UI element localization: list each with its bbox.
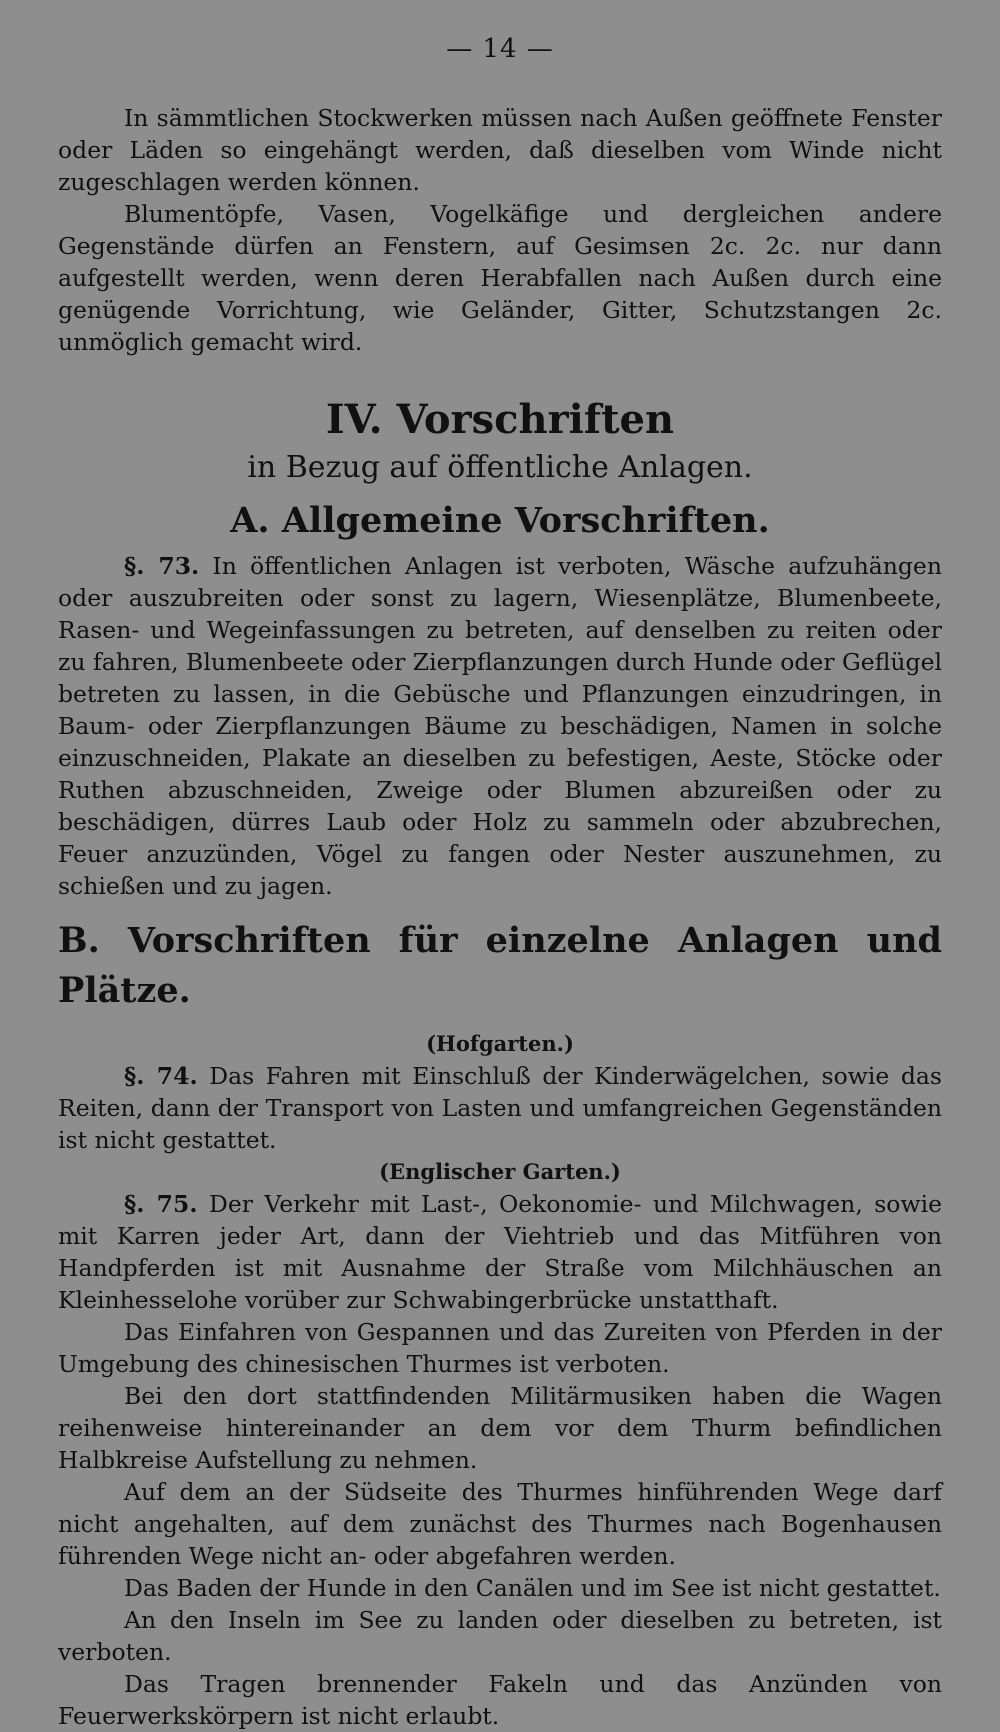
intro-paragraph-flowerpots: Blumentöpfe, Vasen, Vogelkäfige und dergleichen andere Gegenstände dürfen an Fenstern, auf Gesimsen 2c. 2c. nur dann aufgestellt werden, wenn deren Herabfallen nach Außen durch eine genügende Vorrichtung, wie Geländer, Gitter, Schutzstangen 2c. unmöglich gemacht wird. (58, 200, 942, 356)
section-subtitle: in Bezug auf öffentliche Anlagen. (247, 450, 753, 485)
subsection-b-heading: B. Vorschriften für einzelne Anlagen und Plätze. (58, 920, 942, 1011)
paragraph-islands: An den Inseln im See zu landen oder dieselben zu betreten, ist verboten. (58, 1606, 942, 1666)
page-number: — 14 — (446, 34, 554, 64)
paragraph-torches-fireworks: Das Tragen brennender Fakeln und das Anzünden von Feuerwerkskörpern ist nicht erlaubt. (58, 1670, 942, 1730)
paragraph-military-music: Bei den dort stattfindenden Militärmusiken haben die Wagen reihenweise hintereinander an dem vor dem Thurm befindlichen Halbkreise Aufstellung zu nehmen. (58, 1382, 942, 1474)
paragraph-text: In öffentlichen Anlagen ist verboten, Wäsche aufzuhängen oder auszubreiten oder sonst zu lagern, Wiesenplätze, Blumenbeete, Rasen- und Wegeinfassungen zu betreten, auf denselben zu reiten oder zu fahren, Blumenbeete oder Zierpflanzungen durch Hunde oder Geflügel betreten zu lassen, in die Gebüsche und Pflanzungen einzudringen, in Baum- oder Zierpflanzungen Bäume zu beschädigen, Namen in solche einzuschneiden, Plakate an dieselben zu befestigen, Aeste, Stöcke oder Ruthen abzuschneiden, Zweige oder Blumen abzureißen oder zu beschädigen, dürres Laub oder Holz zu sammeln oder abzubrechen, Feuer anzuzünden, Vögel zu fangen oder Nester auszunehmen, zu schießen und zu jagen. (58, 552, 942, 900)
paragraph-text: Das Fahren mit Einschluß der Kinderwägelchen, sowie das Reiten, dann der Transport von Lasten und umfangreichen Gegenständen ist nicht gestattet. (58, 1062, 942, 1154)
subsection-a-heading: A. Allgemeine Vorschriften. (230, 500, 770, 541)
paragraph-number: §. 75. (124, 1190, 198, 1218)
paragraph-dog-bathing: Das Baden der Hunde in den Canälen und im See ist nicht gestattet. (124, 1574, 941, 1602)
paragraph-74 (58, 1060, 942, 1156)
paragraph-73 (58, 550, 942, 902)
paragraph-south-side-path: Auf dem an der Südseite des Thurmes hinführenden Wege darf nicht angehalten, auf dem zunächst des Thurmes nach Bogenhausen führenden Wege nicht an- oder abgefahren werden. (58, 1478, 942, 1570)
paragraph-number: §. 73. (124, 552, 200, 580)
paragraph-chinese-tower: Das Einfahren von Gespannen und das Zureiten von Pferden in der Umgebung des chinesischen Thurmes ist verboten. (58, 1318, 942, 1378)
englischer-garten-heading: (Englischer Garten.) (379, 1159, 621, 1184)
section-title: IV. Vorschriften (325, 396, 675, 443)
paragraph-text: Der Verkehr mit Last-, Oekonomie- und Milchwagen, sowie mit Karren jeder Art, dann der Viehtrieb und das Mitführen von Handpferden ist mit Ausnahme der Straße vom Milchhäuschen an Kleinhesselohe vorüber zur Schwabingerbrücke unstatthaft. (58, 1190, 942, 1314)
hofgarten-heading: (Hofgarten.) (426, 1031, 574, 1056)
paragraph-75 (58, 1188, 942, 1316)
intro-paragraph-windows: In sämmtlichen Stockwerken müssen nach Außen geöffnete Fenster oder Läden so eingehängt werden, daß dieselben vom Winde nicht zugeschlagen werden können. (58, 104, 942, 196)
paragraph-number: §. 74. (124, 1062, 198, 1090)
